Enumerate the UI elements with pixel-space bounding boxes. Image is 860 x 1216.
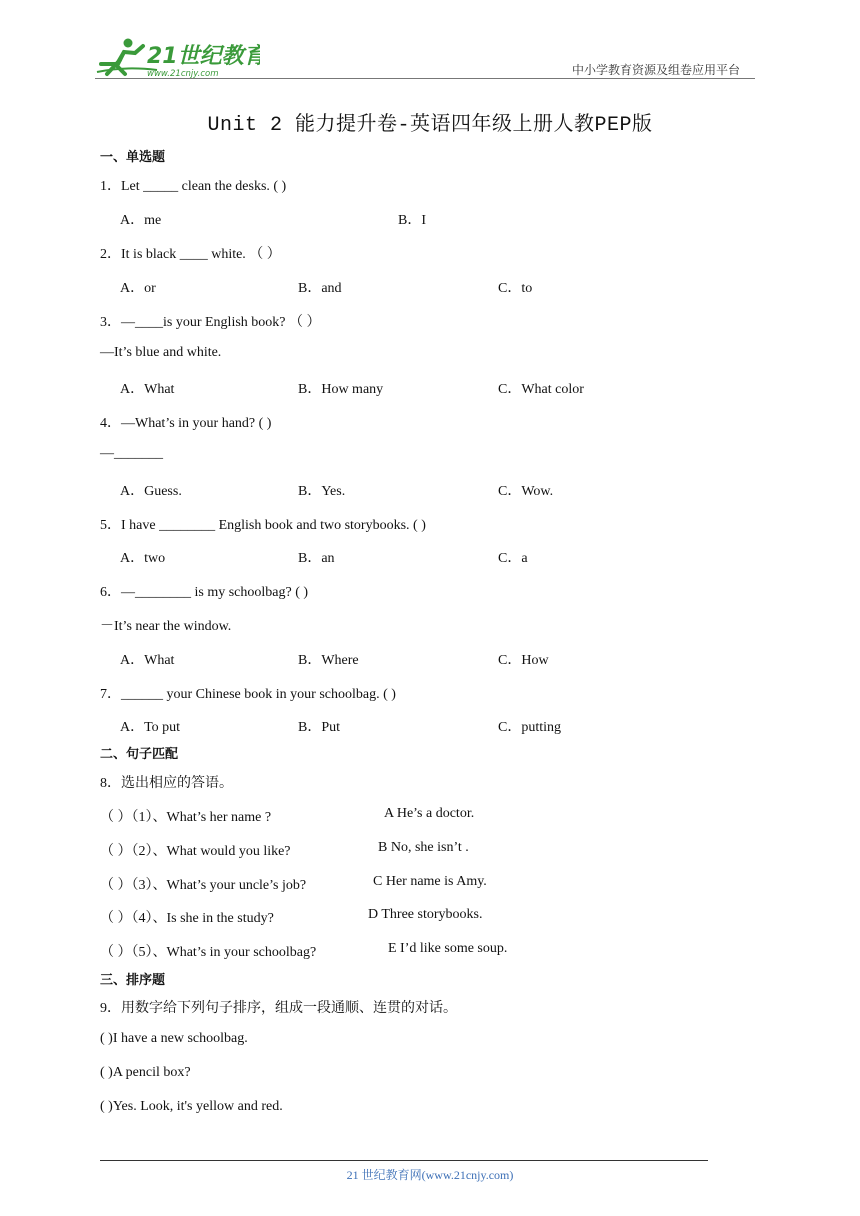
header-divider <box>95 78 755 79</box>
option-c: C．What color <box>498 382 584 397</box>
section-heading: 一、单选题 <box>100 150 166 165</box>
match-answer: A He’s a doctor. <box>384 806 475 821</box>
header-slogan: 中小学教育资源及组卷应用平台 <box>572 63 741 77</box>
question-stem: 3．—____is your English book? （ ） <box>100 315 321 330</box>
option-c: C．Wow. <box>498 484 554 499</box>
question-stem: 2．It is black ____ white. （ ） <box>100 247 281 262</box>
option-c: C．putting <box>498 720 562 735</box>
option-b: B．I <box>398 213 426 228</box>
page-title: Unit 2 能力提升卷-英语四年级上册人教PEP版 <box>207 114 653 137</box>
ordering-line: ( )A pencil box? <box>100 1065 191 1080</box>
option-b: B．Yes. <box>298 484 346 499</box>
question-line: －It’s near the window. <box>100 619 232 634</box>
option-c: C．to <box>498 281 533 296</box>
question-stem: 4．—What’s in your hand? ( ) <box>100 416 272 431</box>
match-question: （ ）（4）、Is she in the study? <box>100 911 274 926</box>
match-question: （ ）（1）、What’s her name ? <box>100 810 272 825</box>
option-a: A．What <box>120 382 175 397</box>
option-a: A．To put <box>120 720 181 735</box>
match-question: （ ）（5）、What’s in your schoolbag? <box>100 945 317 960</box>
ordering-line: ( )Yes. Look, it's yellow and red. <box>100 1099 283 1114</box>
question-stem: 1．Let _____ clean the desks. ( ) <box>100 179 287 194</box>
option-b: B．How many <box>298 382 384 397</box>
question-stem: 7．______ your Chinese book in your schoolbag. ( ) <box>100 687 396 702</box>
option-b: B．Put <box>298 720 341 735</box>
match-answer: C Her name is Amy. <box>373 874 487 889</box>
option-a: A．What <box>120 653 175 668</box>
option-b: B．and <box>298 281 342 296</box>
footer-text: 21 世纪教育网(www.21cnjy.com) <box>346 1168 514 1182</box>
option-b: B．an <box>298 551 335 566</box>
question-stem: 5．I have ________ English book and two storybooks. ( ) <box>100 518 426 533</box>
match-question: （ ）（3）、What’s your uncle’s job? <box>100 878 307 893</box>
option-a: A．or <box>120 281 156 296</box>
site-logo <box>95 36 260 80</box>
question-stem: 8．选出相应的答语。 <box>100 776 233 791</box>
section-heading: 三、排序题 <box>100 973 166 988</box>
section-heading: 二、句子匹配 <box>100 747 179 762</box>
question-line: —It’s blue and white. <box>100 345 222 360</box>
logo-text: 21世纪教育 <box>147 44 260 69</box>
question-stem: 6．—________ is my schoolbag? ( ) <box>100 585 309 600</box>
match-question: （ ）（2）、What would you like? <box>100 844 291 859</box>
footer-divider <box>100 1160 708 1161</box>
option-b: B．Where <box>298 653 359 668</box>
question-line: —_______ <box>100 446 163 461</box>
match-answer: B No, she isn’t . <box>378 840 469 855</box>
match-answer: D Three storybooks. <box>368 907 483 922</box>
match-answer: E I’d like some soup. <box>388 941 508 956</box>
logo-url: www.21cnjy.com <box>147 69 219 79</box>
option-a: A．Guess. <box>120 484 182 499</box>
option-a: A．two <box>120 551 166 566</box>
option-c: C．How <box>498 653 549 668</box>
option-c: C．a <box>498 551 528 566</box>
option-a: A．me <box>120 213 162 228</box>
question-stem: 9．用数字给下列句子排序，组成一段通顺、连贯的对话。 <box>100 1001 457 1016</box>
ordering-line: ( )I have a new schoolbag. <box>100 1031 248 1046</box>
